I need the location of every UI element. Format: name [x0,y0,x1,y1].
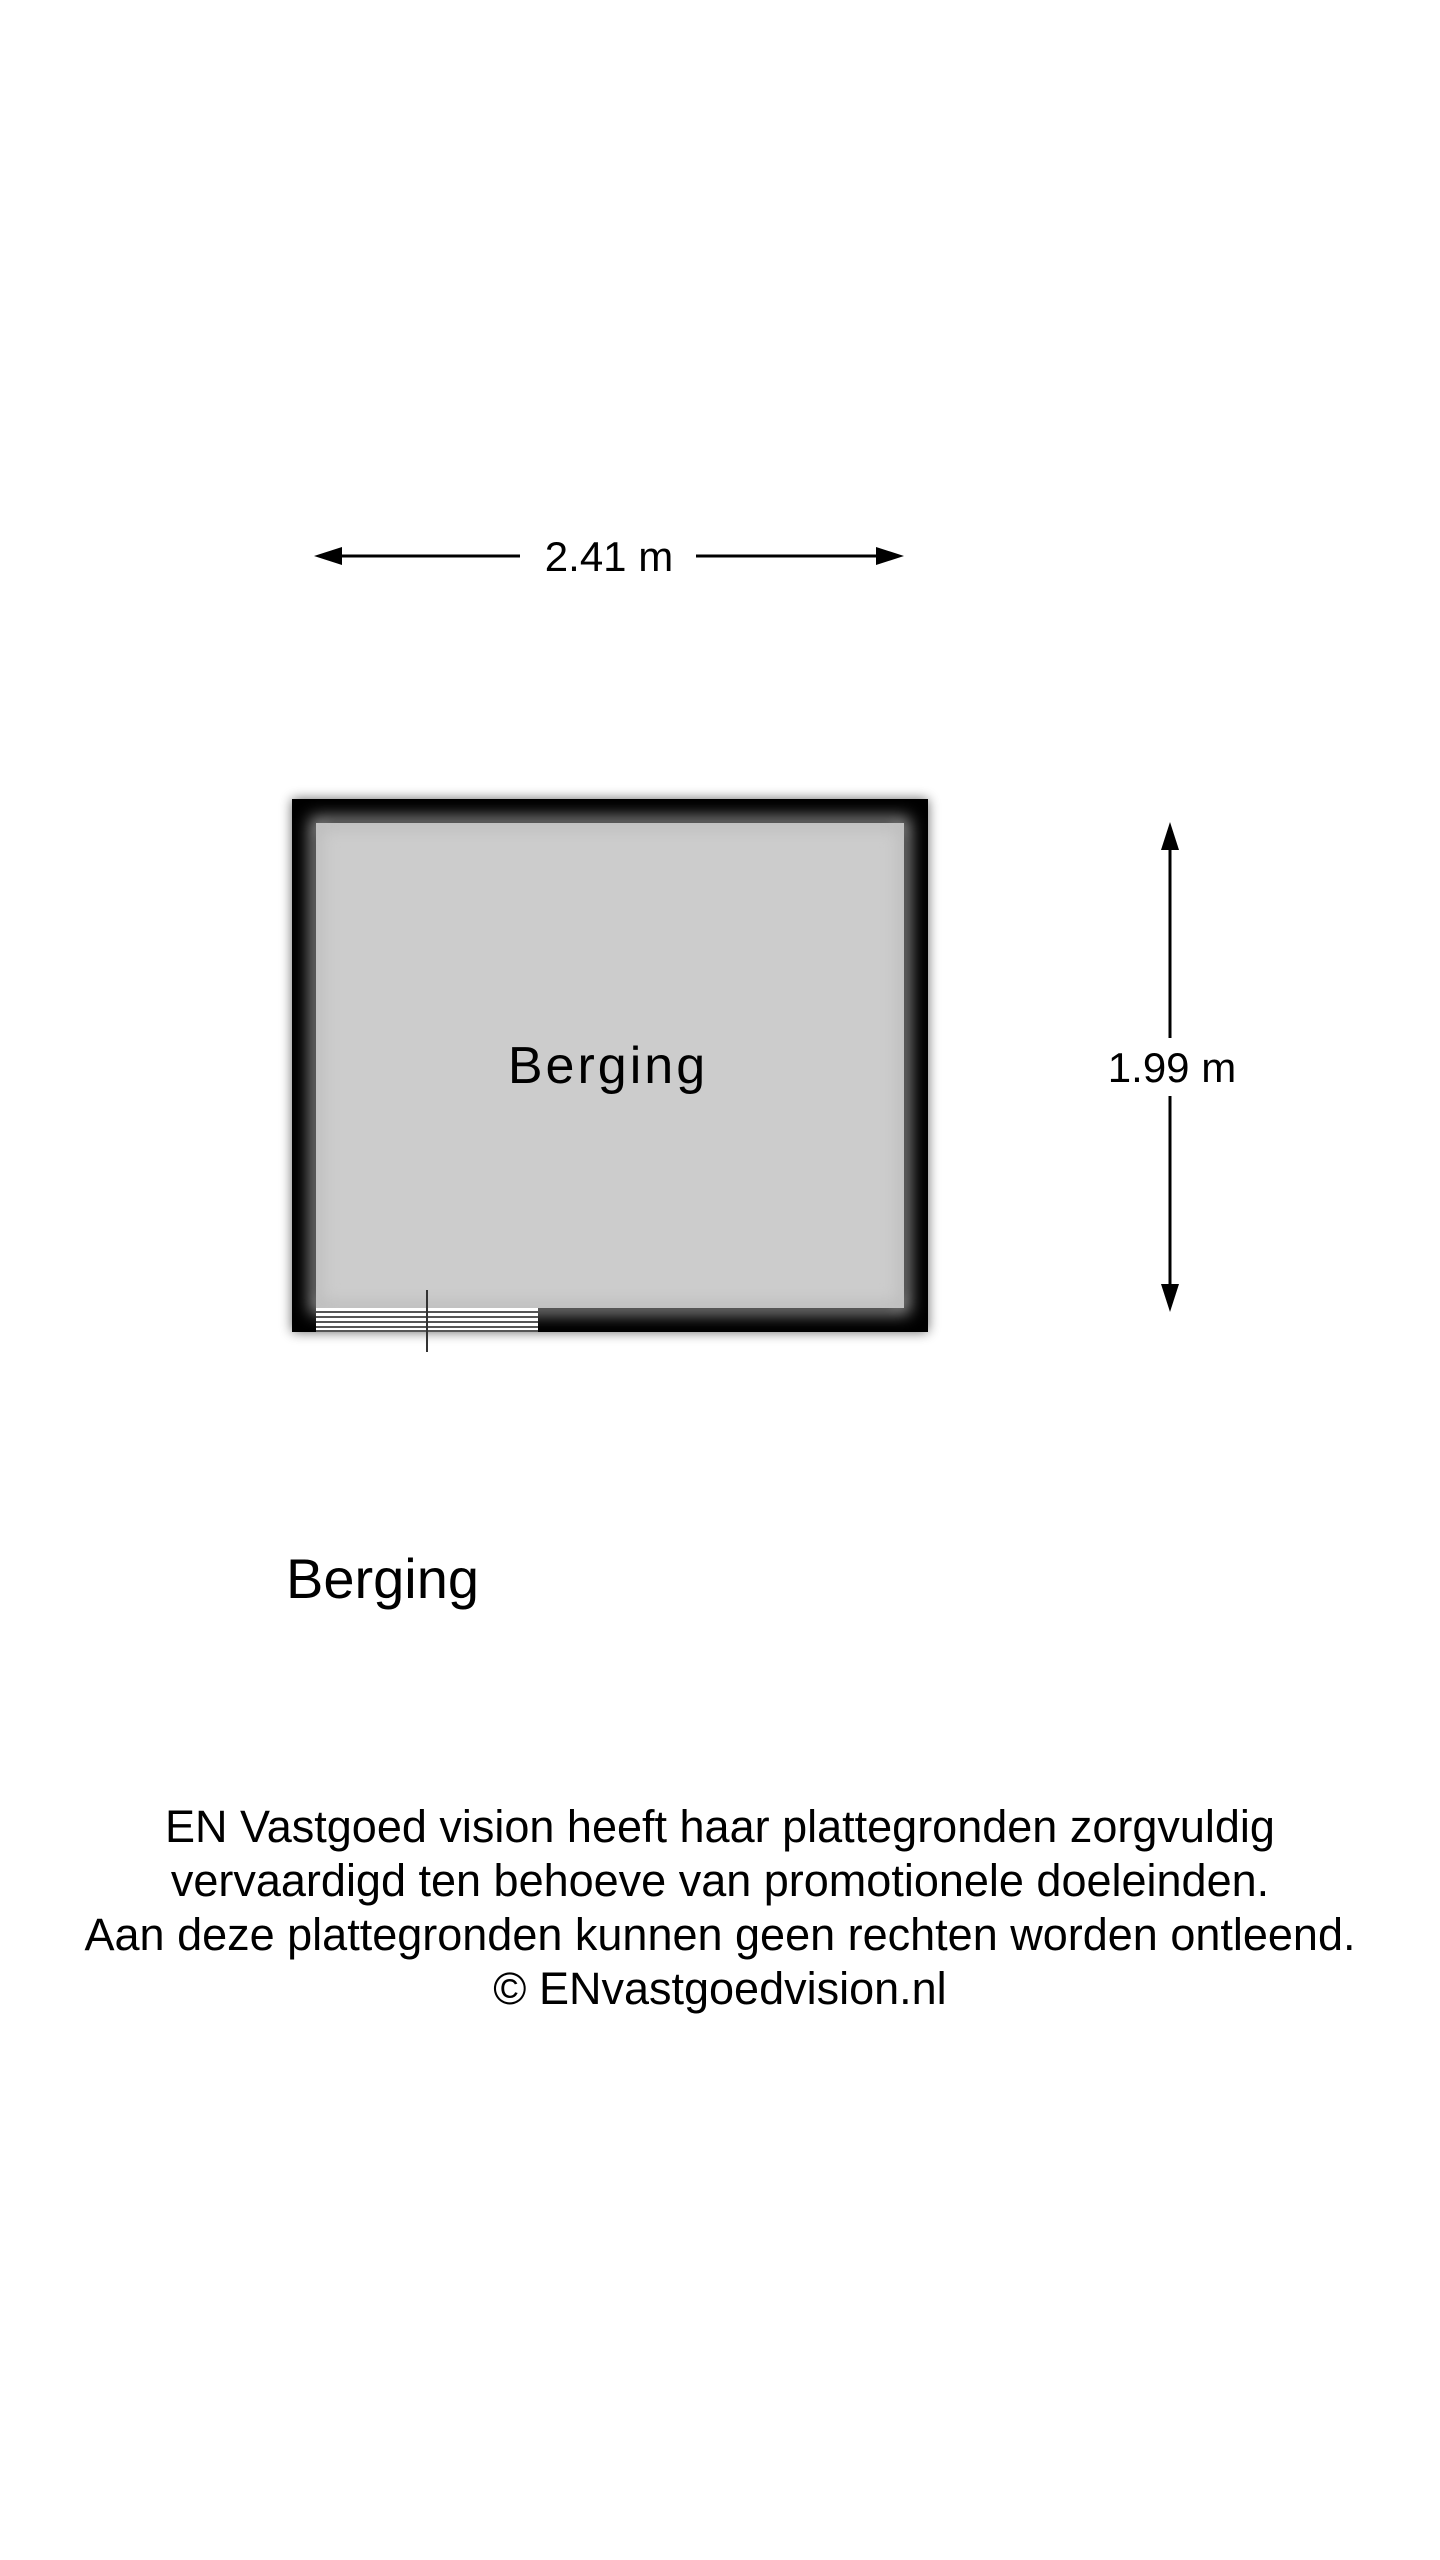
disclaimer-line: EN Vastgoed vision heeft haar plattegronden zorgvuldig [165,1801,1275,1852]
height-label: 1.99 m [1107,1044,1237,1091]
width-arrow-right-icon [876,547,904,565]
width-arrow-left-icon [314,547,342,565]
height-arrow-bottom-icon [1161,1284,1179,1312]
disclaimer [0,1800,1440,2016]
room-berging [292,799,928,1352]
width-label: 2.41 m [544,533,674,580]
disclaimer-line: vervaardigd ten behoeve van promotionele doeleinden. [170,1855,1270,1906]
disclaimer-line: Aan deze plattegronden kunnen geen rechten worden ontleend. [84,1909,1356,1960]
room-label: Berging [507,1037,709,1095]
floor-title: Berging [286,1547,480,1610]
width-dimension [314,533,904,580]
copyright-line: © ENvastgoedvision.nl [493,1963,947,2014]
height-dimension [1108,822,1236,1312]
